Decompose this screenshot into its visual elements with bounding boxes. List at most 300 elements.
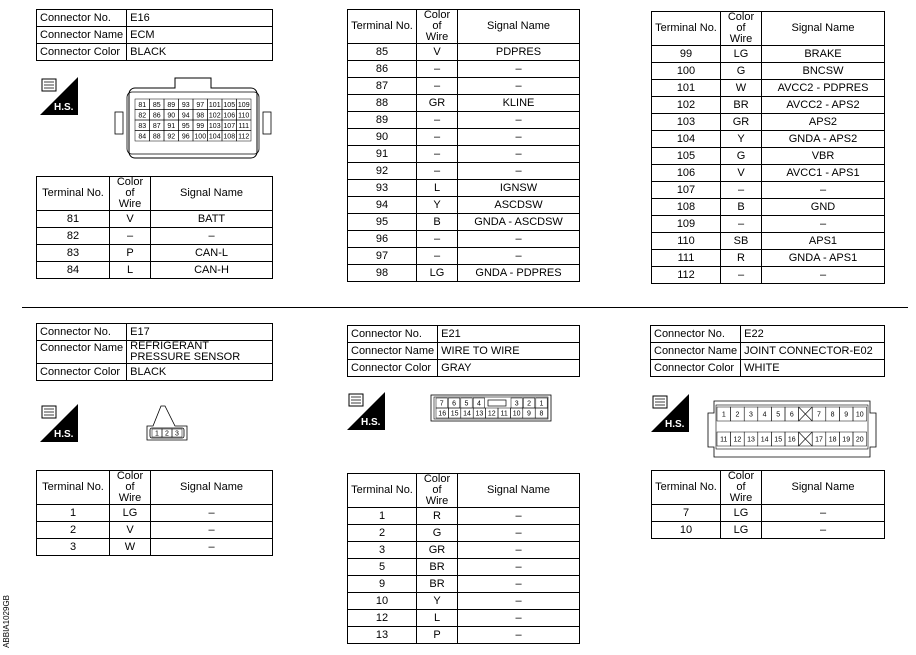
connector-color-label: Connector Color [37, 364, 127, 381]
pin-number: 9 [527, 410, 531, 418]
pin-number: 6 [452, 400, 457, 408]
signal-name-cell: CAN-L [151, 245, 273, 262]
terminal-cell: 85 [348, 44, 417, 61]
e17-info-table [36, 323, 273, 381]
pin-number: 109 [237, 101, 250, 109]
pin-number: 1 [539, 400, 544, 408]
terminal-cell: 104 [652, 131, 721, 148]
terminal-cell: 100 [652, 63, 721, 80]
pin-number: 112 [238, 133, 250, 141]
table-row [652, 522, 885, 539]
signal-name-cell: APS2 [762, 114, 885, 131]
pin-number: 19 [842, 436, 851, 444]
terminal-cell: 96 [348, 231, 417, 248]
table-row [348, 525, 580, 542]
wire-color-cell: P [110, 245, 151, 262]
signal-name-cell: – [458, 559, 580, 576]
wire-color-cell: LG [110, 505, 151, 522]
table-row [37, 539, 273, 556]
terminal-cell: 1 [37, 505, 110, 522]
harness-side-icon [40, 77, 78, 115]
signal-name-cell: GNDA - PDPRES [458, 265, 580, 282]
wire-color-cell: LG [721, 522, 762, 539]
wire-color-cell: BR [721, 97, 762, 114]
pin-number: 2 [527, 400, 532, 408]
table-row [348, 78, 580, 95]
signal-name-cell: – [762, 267, 885, 284]
signal-name-cell: ASCDSW [458, 197, 580, 214]
wire-color-cell: BR [417, 576, 458, 593]
pin-number: 103 [208, 122, 221, 130]
table-row [348, 610, 580, 627]
connector-name-label: Connector Name [37, 341, 127, 364]
table-row [348, 508, 580, 525]
terminal-cell: 99 [652, 46, 721, 63]
e16-terminal-table-c [651, 11, 885, 284]
wire-color-cell: GR [417, 542, 458, 559]
connector-name-label: Connector Name [348, 343, 438, 360]
wire-color-cell: – [721, 267, 762, 284]
terminal-cell: 95 [348, 214, 417, 231]
pin-number: 3 [175, 430, 179, 438]
pin-number: 89 [167, 101, 176, 109]
table-row [37, 245, 273, 262]
signal-name-cell: – [458, 542, 580, 559]
e16-connector-diagram [113, 74, 273, 166]
signal-name-cell: – [458, 129, 580, 146]
table-row [37, 211, 273, 228]
connector-color-value: BLACK [127, 44, 273, 61]
wire-color-cell: – [110, 228, 151, 245]
connector-name-value: JOINT CONNECTOR-E02 [741, 343, 885, 360]
terminal-cell: 5 [348, 559, 417, 576]
e17-terminal-table [36, 470, 273, 556]
table-row [652, 165, 885, 182]
table-row [652, 97, 885, 114]
wire-color-cell: – [417, 146, 458, 163]
table-row [348, 180, 580, 197]
signal-name-cell: GNDA - ASCDSW [458, 214, 580, 231]
wire-color-cell: W [110, 539, 151, 556]
signal-name-cell: – [151, 505, 273, 522]
terminal-cell: 10 [652, 522, 721, 539]
connector-no-value: E21 [438, 326, 580, 343]
connector-name-label: Connector Name [37, 27, 127, 44]
table-row [652, 80, 885, 97]
wire-color-cell: V [110, 211, 151, 228]
wire-color-cell: G [721, 148, 762, 165]
blank-pin-cross [799, 407, 813, 421]
pin-number: 105 [223, 101, 236, 109]
terminal-cell: 108 [652, 199, 721, 216]
signal-name-cell: – [151, 228, 273, 245]
terminal-cell: 10 [348, 593, 417, 610]
table-row [348, 265, 580, 282]
signal-header: Signal Name [762, 12, 885, 46]
terminal-cell: 81 [37, 211, 110, 228]
wire-color-cell: L [417, 180, 458, 197]
terminal-cell: 82 [37, 228, 110, 245]
hs-label: H.S. [54, 102, 74, 113]
signal-name-cell: – [458, 508, 580, 525]
signal-name-cell: GND [762, 199, 885, 216]
signal-name-cell: APS1 [762, 233, 885, 250]
pin-number: 104 [208, 133, 221, 141]
signal-name-cell: – [458, 610, 580, 627]
pin-number: 14 [463, 410, 471, 418]
pin-number: 1 [721, 411, 726, 419]
terminal-cell: 7 [652, 505, 721, 522]
color-header: Color of Wire [110, 471, 151, 505]
harness-side-icon [651, 394, 689, 432]
pin-number: 95 [181, 122, 190, 130]
hs-label: H.S. [361, 417, 381, 428]
signal-name-cell: KLINE [458, 95, 580, 112]
table-row [652, 267, 885, 284]
terminal-cell: 106 [652, 165, 721, 182]
table-row [652, 199, 885, 216]
wire-color-cell: SB [721, 233, 762, 250]
connector-name-value: WIRE TO WIRE [438, 343, 580, 360]
table-row [348, 95, 580, 112]
wire-color-cell: L [110, 262, 151, 279]
signal-name-cell: – [458, 78, 580, 95]
signal-name-cell: VBR [762, 148, 885, 165]
signal-header: Signal Name [151, 177, 273, 211]
wire-color-cell: GR [417, 95, 458, 112]
pin-number: 86 [152, 112, 161, 120]
figure-code: ABBIA1029GB [2, 595, 11, 648]
wire-color-cell: – [417, 129, 458, 146]
wire-color-cell: – [417, 61, 458, 78]
signal-name-cell: – [151, 522, 273, 539]
signal-header: Signal Name [458, 474, 580, 508]
wire-color-cell: R [417, 508, 458, 525]
e22-connector-diagram [706, 399, 878, 459]
signal-name-cell: – [458, 231, 580, 248]
pin-number: 85 [152, 101, 161, 109]
terminal-cell: 110 [652, 233, 721, 250]
color-header: Color of Wire [721, 471, 762, 505]
hs-label: H.S. [665, 419, 685, 430]
table-row [348, 627, 580, 644]
pin-number: 13 [475, 410, 484, 418]
connector-name-value: REFRIGERANT PRESSURE SENSOR [127, 341, 273, 364]
table-row [348, 542, 580, 559]
signal-name-cell: BNCSW [762, 63, 885, 80]
signal-name-cell: – [762, 216, 885, 233]
connector-color-value: WHITE [741, 360, 885, 377]
wire-color-cell: GR [721, 114, 762, 131]
e21-info-table [347, 325, 580, 377]
terminal-cell: 102 [652, 97, 721, 114]
pin-number: 15 [450, 410, 459, 418]
signal-header: Signal Name [458, 10, 580, 44]
signal-name-cell: IGNSW [458, 180, 580, 197]
table-row [348, 231, 580, 248]
table-row [348, 576, 580, 593]
wire-color-cell: V [417, 44, 458, 61]
terminal-header: Terminal No. [348, 10, 417, 44]
terminal-cell: 83 [37, 245, 110, 262]
signal-name-cell: – [762, 182, 885, 199]
terminal-cell: 97 [348, 248, 417, 265]
connector-no-value: E17 [127, 324, 273, 341]
table-row [37, 228, 273, 245]
color-header: Color of Wire [110, 177, 151, 211]
terminal-header: Terminal No. [348, 474, 417, 508]
terminal-cell: 2 [348, 525, 417, 542]
terminal-cell: 105 [652, 148, 721, 165]
signal-name-cell: – [458, 248, 580, 265]
wire-color-cell: B [721, 199, 762, 216]
e21-terminal-table [347, 473, 580, 644]
table-row [348, 593, 580, 610]
pin-number: 98 [196, 112, 205, 120]
signal-name-cell: – [458, 593, 580, 610]
connector-name-value: ECM [127, 27, 273, 44]
pin-number: 5 [464, 400, 469, 408]
pin-number: 84 [138, 133, 147, 141]
table-row [348, 248, 580, 265]
e16-info-table [36, 9, 273, 61]
wire-color-cell: P [417, 627, 458, 644]
table-row [348, 61, 580, 78]
table-row [348, 146, 580, 163]
pin-number: 4 [476, 400, 481, 408]
signal-name-cell: BRAKE [762, 46, 885, 63]
section-divider [22, 307, 908, 308]
pin-number: 91 [167, 122, 176, 130]
signal-name-cell: – [458, 61, 580, 78]
wire-color-cell: Y [721, 131, 762, 148]
harness-side-icon [40, 404, 78, 442]
signal-name-cell: AVCC2 - PDPRES [762, 80, 885, 97]
table-row [348, 112, 580, 129]
pin-number: 8 [830, 411, 835, 419]
e16-terminal-table-a [36, 176, 273, 279]
terminal-cell: 90 [348, 129, 417, 146]
wire-color-cell: G [721, 63, 762, 80]
pin-number: 101 [208, 101, 221, 109]
connector-color-value: GRAY [438, 360, 580, 377]
pin-number: 90 [167, 112, 176, 120]
terminal-cell: 88 [348, 95, 417, 112]
pin-number: 4 [762, 411, 767, 419]
pin-number: 13 [747, 436, 755, 444]
table-row [348, 44, 580, 61]
wire-color-cell: LG [721, 505, 762, 522]
terminal-cell: 107 [652, 182, 721, 199]
table-row [652, 148, 885, 165]
table-row [652, 250, 885, 267]
signal-header: Signal Name [762, 471, 885, 505]
table-row [348, 559, 580, 576]
pin-number: 11 [500, 410, 508, 418]
signal-name-cell: – [458, 576, 580, 593]
e16-terminal-table-b [347, 9, 580, 282]
wire-color-cell: LG [417, 265, 458, 282]
wire-color-cell: B [417, 214, 458, 231]
pin-number: 7 [439, 400, 444, 408]
terminal-cell: 1 [348, 508, 417, 525]
table-row [652, 114, 885, 131]
signal-header: Signal Name [151, 471, 273, 505]
connector-color-label: Connector Color [651, 360, 741, 377]
table-row [348, 163, 580, 180]
pin-number: 110 [238, 112, 250, 120]
wire-color-cell: G [417, 525, 458, 542]
terminal-cell: 12 [348, 610, 417, 627]
terminal-cell: 13 [348, 627, 417, 644]
terminal-cell: 98 [348, 265, 417, 282]
terminal-cell: 9 [348, 576, 417, 593]
pin-number: 97 [196, 101, 205, 109]
table-row [348, 197, 580, 214]
wire-color-cell: V [721, 165, 762, 182]
table-row [652, 216, 885, 233]
signal-name-cell: – [458, 146, 580, 163]
table-row [652, 63, 885, 80]
lock-slot [488, 400, 506, 406]
pin-number: 83 [138, 122, 147, 130]
pin-number: 3 [514, 400, 519, 408]
pin-number: 10 [855, 411, 864, 419]
table-row [652, 131, 885, 148]
terminal-cell: 112 [652, 267, 721, 284]
connector-no-label: Connector No. [348, 326, 438, 343]
terminal-cell: 92 [348, 163, 417, 180]
terminal-header: Terminal No. [652, 471, 721, 505]
signal-name-cell: CAN-H [151, 262, 273, 279]
wire-color-cell: – [417, 163, 458, 180]
signal-name-cell: – [458, 525, 580, 542]
terminal-cell: 101 [652, 80, 721, 97]
pin-number: 81 [138, 101, 147, 109]
connector-color-label: Connector Color [37, 44, 127, 61]
pin-number: 1 [155, 430, 159, 438]
wire-color-cell: V [110, 522, 151, 539]
terminal-header: Terminal No. [652, 12, 721, 46]
signal-name-cell: – [458, 163, 580, 180]
table-row [652, 182, 885, 199]
signal-name-cell: – [458, 112, 580, 129]
pin-number: 12 [487, 410, 496, 418]
terminal-cell: 111 [652, 250, 721, 267]
table-row [37, 522, 273, 539]
pin-number: 12 [733, 436, 742, 444]
wire-color-cell: – [417, 112, 458, 129]
wire-color-cell: Y [417, 593, 458, 610]
terminal-cell: 3 [37, 539, 110, 556]
pin-number: 16 [438, 410, 447, 418]
signal-name-cell: BATT [151, 211, 273, 228]
pin-number: 18 [828, 436, 837, 444]
pin-number: 8 [539, 410, 544, 418]
e17-connector-diagram [141, 404, 193, 444]
pin-number: 15 [774, 436, 783, 444]
signal-name-cell: GNDA - APS1 [762, 250, 885, 267]
terminal-header: Terminal No. [37, 177, 110, 211]
hs-label: H.S. [54, 429, 74, 440]
table-row [37, 505, 273, 522]
wire-color-cell: L [417, 610, 458, 627]
pin-number: 111 [238, 122, 250, 130]
wire-color-cell: Y [417, 197, 458, 214]
e21-connector-diagram [430, 394, 552, 422]
pin-number: 107 [223, 122, 236, 130]
wire-color-cell: BR [417, 559, 458, 576]
table-row [652, 46, 885, 63]
e22-info-table [650, 325, 885, 377]
signal-name-cell: PDPRES [458, 44, 580, 61]
wire-color-cell: LG [721, 46, 762, 63]
signal-name-cell: AVCC1 - APS1 [762, 165, 885, 182]
color-header: Color of Wire [417, 474, 458, 508]
connector-color-label: Connector Color [348, 360, 438, 377]
connector-color-value: BLACK [127, 364, 273, 381]
table-row [652, 505, 885, 522]
table-row [37, 262, 273, 279]
pin-number: 87 [152, 122, 161, 130]
wire-color-cell: – [417, 248, 458, 265]
terminal-cell: 3 [348, 542, 417, 559]
table-row [348, 129, 580, 146]
wire-color-cell: – [721, 216, 762, 233]
signal-name-cell: AVCC2 - APS2 [762, 97, 885, 114]
pin-number: 9 [844, 411, 849, 419]
pin-number: 5 [776, 411, 781, 419]
signal-name-cell: – [762, 505, 885, 522]
terminal-cell: 93 [348, 180, 417, 197]
terminal-cell: 109 [652, 216, 721, 233]
pin-number: 99 [196, 122, 205, 130]
wire-color-cell: – [417, 231, 458, 248]
blank-pin-cross [799, 432, 813, 446]
signal-name-cell: GNDA - APS2 [762, 131, 885, 148]
connector-no-label: Connector No. [651, 326, 741, 343]
pin-number: 11 [720, 436, 728, 444]
pin-number: 6 [789, 411, 794, 419]
pin-number: 94 [181, 112, 190, 120]
pin-number: 93 [181, 101, 190, 109]
pin-number: 17 [815, 436, 823, 444]
table-row [652, 233, 885, 250]
pin-number: 7 [817, 411, 821, 419]
wire-color-cell: W [721, 80, 762, 97]
terminal-cell: 87 [348, 78, 417, 95]
pin-number: 3 [749, 411, 753, 419]
table-row [348, 214, 580, 231]
terminal-cell: 2 [37, 522, 110, 539]
pin-number: 96 [181, 133, 190, 141]
terminal-cell: 84 [37, 262, 110, 279]
e22-terminal-table [651, 470, 885, 539]
wire-color-cell: – [417, 78, 458, 95]
connector-no-value: E22 [741, 326, 885, 343]
pin-number: 20 [855, 436, 864, 444]
pin-number: 16 [787, 436, 796, 444]
terminal-cell: 86 [348, 61, 417, 78]
pin-number: 14 [760, 436, 769, 444]
pin-number: 82 [138, 112, 147, 120]
pin-number: 108 [223, 133, 236, 141]
pin-number: 2 [735, 411, 740, 419]
pin-number: 106 [223, 112, 236, 120]
pin-number: 102 [208, 112, 221, 120]
pin-number: 92 [167, 133, 176, 141]
terminal-cell: 91 [348, 146, 417, 163]
